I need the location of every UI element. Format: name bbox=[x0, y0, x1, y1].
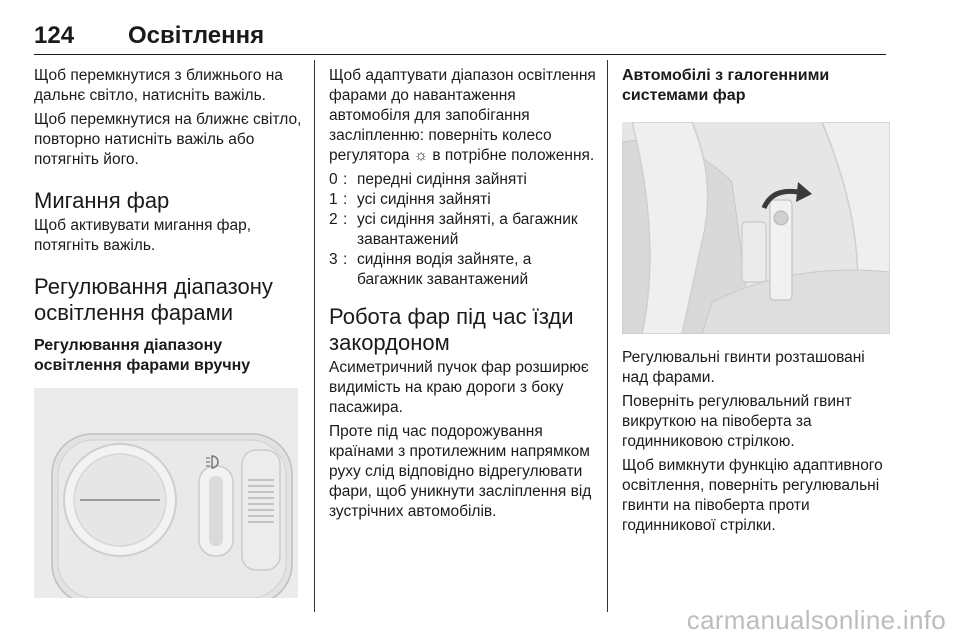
list-item: 1 : усі сидіння зайняті bbox=[329, 190, 597, 210]
page-header bbox=[34, 16, 886, 55]
list-item-text: сидіння водія зайняте, а багажник завантажений bbox=[357, 251, 532, 288]
list-item-text: передні сидіння зайняті bbox=[357, 171, 527, 188]
list-item: 2 : усі сидіння зайняті, а багажник завантажений bbox=[329, 210, 597, 250]
heading-manual-range-adjustment: Регулювання діапазону освітлення фарами вручну bbox=[34, 337, 251, 374]
page-title: Освітлення bbox=[128, 22, 265, 49]
light-switch-drawing bbox=[34, 388, 298, 598]
list-item-text: усі сидіння зайняті, а багажник завантажений bbox=[357, 211, 578, 248]
paragraph-turn-clockwise: Поверніть регулювальний гвинт викруткою на півоберта за годинниковою стрілкою. bbox=[622, 393, 852, 450]
list-item-number: 2 bbox=[329, 211, 338, 228]
list-item-number: 0 bbox=[329, 171, 338, 188]
list-item-text: усі сидіння зайняті bbox=[357, 191, 491, 208]
paragraph-disable-adaptive: Щоб вимкнути функцію адаптивного освітлення, поверніть регулювальні гвинти на півоберта проти годинникової стрілки. bbox=[622, 457, 883, 534]
paragraph-screws-location: Регулювальні гвинти розташовані над фарами. bbox=[622, 349, 865, 386]
list-item: 0 : передні сидіння зайняті bbox=[329, 170, 597, 190]
paragraph-opposite-traffic: Проте під час подорожування країнами з протилежним напрямком руху слід відповідно відрегулювати фари, щоб уникнути засліплення від зустрічних автомобілів. bbox=[329, 423, 592, 520]
paragraph-low-beam: Щоб перемкнутися на ближнє світло, повторно натисніть важіль або потягніть його. bbox=[34, 111, 302, 168]
column-3 bbox=[622, 66, 890, 540]
list-item-number: 3 bbox=[329, 251, 338, 268]
list-item-number: 1 bbox=[329, 191, 338, 208]
heading-driving-abroad: Робота фар під час їзди закордоном bbox=[329, 304, 574, 355]
list-item: 3 : сидіння водія зайняте, а багажник завантажений bbox=[329, 250, 597, 290]
paragraph-flash: Щоб активувати мигання фар, потягніть важіль. bbox=[34, 217, 252, 254]
paragraph-range-intro: Щоб адаптувати діапазон освітлення фарами до навантаження автомобіля для запобігання засліпленню: поверніть колесо регулятора ☼ в потрібне положення. bbox=[329, 67, 596, 164]
column-divider bbox=[314, 60, 315, 612]
heading-halogen-headlights: Автомобілі з галогенними системами фар bbox=[622, 67, 830, 104]
heading-range-adjustment: Регулювання діапазону освітлення фарами bbox=[34, 274, 273, 325]
column-2 bbox=[329, 66, 597, 526]
paragraph-high-beam: Щоб перемкнутися з ближнього на дальнє світло, натисніть важіль. bbox=[34, 67, 283, 104]
column-divider bbox=[607, 60, 608, 612]
headlight-adjuster-illustration bbox=[622, 122, 890, 334]
column-1 bbox=[34, 66, 302, 598]
engine-bay-drawing bbox=[622, 122, 890, 334]
watermark: carmanualsonline.info bbox=[686, 605, 946, 635]
paragraph-asymmetric-beam: Асиметричний пучок фар розширює видимість на краю дороги з боку пасажира. bbox=[329, 359, 589, 416]
light-switch-illustration bbox=[34, 388, 298, 598]
load-position-list bbox=[329, 170, 597, 290]
heading-headlight-flash: Мигання фар bbox=[34, 188, 170, 213]
page-number: 124 bbox=[34, 22, 75, 49]
